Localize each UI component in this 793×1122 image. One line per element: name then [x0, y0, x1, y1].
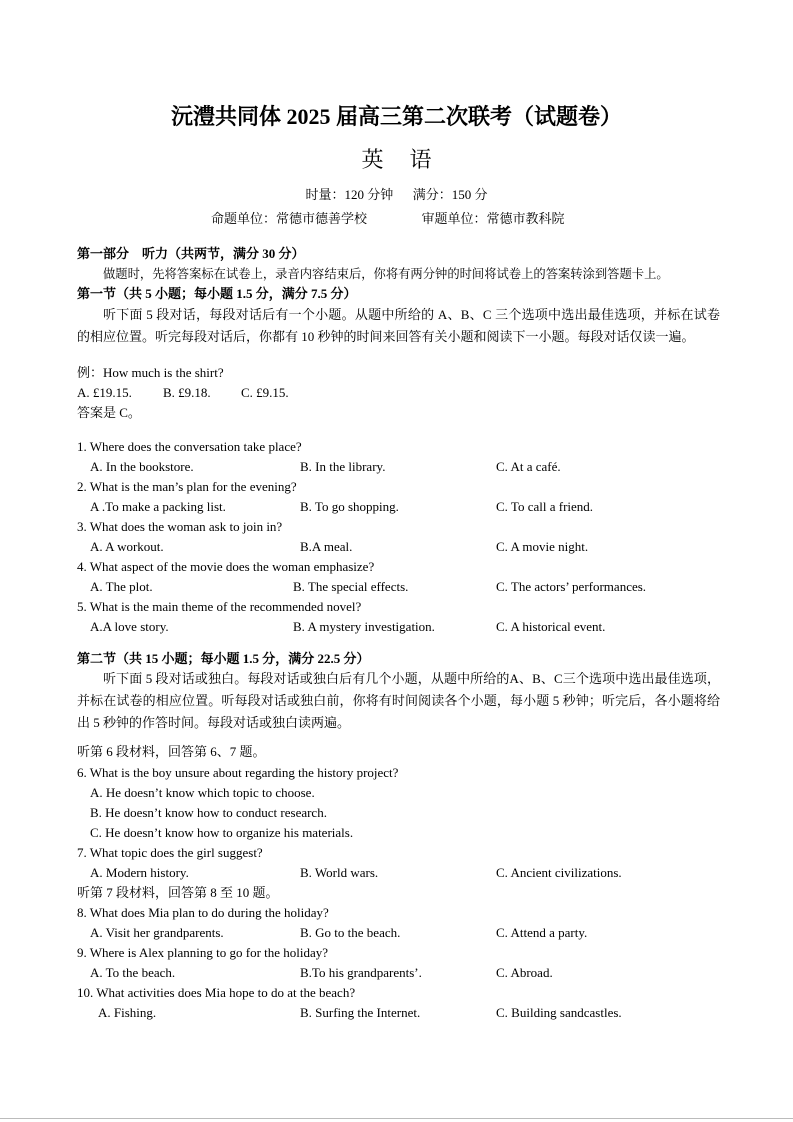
question-8: 8. What does Mia plan to do during the holiday? — [77, 905, 329, 920]
exam-units — [211, 209, 565, 229]
question-4: 4. What aspect of the movie does the woman emphasize? — [77, 559, 375, 574]
reviewer-unit: 审题单位：常德市教科院 — [421, 211, 565, 226]
question-9-option-c: C. Abroad. — [496, 965, 553, 980]
question-3-option-c: C. A movie night. — [496, 539, 589, 554]
question-2: 2. What is the man’s plan for the evening? — [77, 479, 297, 494]
question-7-option-b: B. World wars. — [300, 865, 379, 880]
section2-heading: 第二节（共 15 小题；每小题 1.5 分，满分 22.5 分） — [77, 651, 370, 666]
setter-unit: 命题单位：常德市德善学校 — [211, 211, 368, 226]
question-4-option-c: C. The actors’ performances. — [496, 579, 647, 594]
exam-timing: 时量：120 分钟 满分：150 分 — [305, 187, 488, 202]
question-1-option-c: C. At a café. — [496, 459, 561, 474]
question-6-option-b: B. He doesn’t know how to conduct research. — [90, 805, 327, 820]
question-3: 3. What does the woman ask to join in? — [77, 519, 283, 534]
material-7-prompt: 听第 7 段材料，回答第 8 至 10 题。 — [77, 885, 279, 900]
question-10: 10. What activities does Mia hope to do at the beach? — [77, 985, 356, 1000]
section1-heading: 第一节（共 5 小题；每小题 1.5 分，满分 7.5 分） — [77, 286, 357, 301]
question-5: 5. What is the main theme of the recommended novel? — [77, 599, 362, 614]
question-3-option-b: B.A meal. — [300, 539, 353, 554]
question-3-option-a: A. A workout. — [90, 539, 164, 554]
question-9-option-b: B.To his grandparents’. — [300, 965, 422, 980]
question-5-option-c: C. A historical event. — [496, 619, 606, 634]
question-10-option-a: A. Fishing. — [98, 1005, 157, 1020]
question-9-option-a: A. To the beach. — [90, 965, 176, 980]
exam-title: 沅澧共同体 2025 届高三第二次联考（试题卷） — [170, 104, 622, 129]
example-option-b: B. £9.18. — [163, 385, 211, 400]
question-7: 7. What topic does the girl suggest? — [77, 845, 263, 860]
question-6: 6. What is the boy unsure about regarding the history project? — [77, 765, 399, 780]
example-answer: 答案是 C。 — [77, 405, 141, 420]
part1-heading: 第一部分 听力（共两节，满分 30 分） — [77, 246, 305, 261]
section1-instruction: 听下面 5 段对话，每段对话后有一个小题。从题中所给的 A、B、C 三个选项中选出最佳选项，并标在试卷的相应位置。听完每段对话后，你都有 10 秒钟的时间来回答有关小题和阅读下一小题。每段对话仅读一遍。 — [77, 307, 720, 344]
question-1-option-b: B. In the library. — [300, 459, 386, 474]
example-question: 例：How much is the shirt? — [77, 365, 224, 380]
material-6-prompt: 听第 6 段材料，回答第 6、7 题。 — [77, 744, 266, 759]
question-5-option-b: B. A mystery investigation. — [293, 619, 435, 634]
question-7-option-c: C. Ancient civilizations. — [496, 865, 622, 880]
question-5-option-a: A.A love story. — [90, 619, 169, 634]
question-2-option-c: C. To call a friend. — [496, 499, 594, 514]
question-4-option-a: A. The plot. — [90, 579, 153, 594]
question-4-option-b: B. The special effects. — [293, 579, 409, 594]
question-1: 1. Where does the conversation take place? — [77, 439, 302, 454]
question-2-option-b: B. To go shopping. — [300, 499, 399, 514]
question-8-option-c: C. Attend a party. — [496, 925, 588, 940]
example-option-a: A. £19.15. — [77, 385, 132, 400]
section2-instruction: 听下面 5 段对话或独白。每段对话或独白后有几个小题，从题中所给的A、B、C三个选项中选出最佳选项，并标在试卷的相应位置。听每段对话或独白前，你将有时间阅读各个小题，每小题 5 秒钟；听完后，各小题将给出 5 秒钟的作答时间。每段对话或独白读两遍。 — [77, 671, 720, 730]
question-7-option-a: A. Modern history. — [90, 865, 189, 880]
question-9: 9. Where is Alex planning to go for the holiday? — [77, 945, 329, 960]
part1-instruction: 做题时，先将答案标在试卷上，录音内容结束后，你将有两分钟的时间将试卷上的答案转涂到答题卡上。 — [103, 267, 669, 281]
question-8-option-a: A. Visit her grandparents. — [90, 925, 224, 940]
question-10-option-c: C. Building sandcastles. — [496, 1005, 622, 1020]
question-8-option-b: B. Go to the beach. — [300, 925, 401, 940]
question-6-option-a: A. He doesn’t know which topic to choose. — [90, 785, 315, 800]
example-option-c: C. £9.15. — [241, 385, 289, 400]
question-6-option-c: C. He doesn’t know how to organize his materials. — [90, 825, 354, 840]
page-bottom-rule — [0, 1118, 793, 1119]
question-2-option-a: A .To make a packing list. — [90, 499, 226, 514]
question-1-option-a: A. In the bookstore. — [90, 459, 194, 474]
question-10-option-b: B. Surfing the Internet. — [300, 1005, 421, 1020]
subject-title: 英语 — [361, 147, 458, 172]
